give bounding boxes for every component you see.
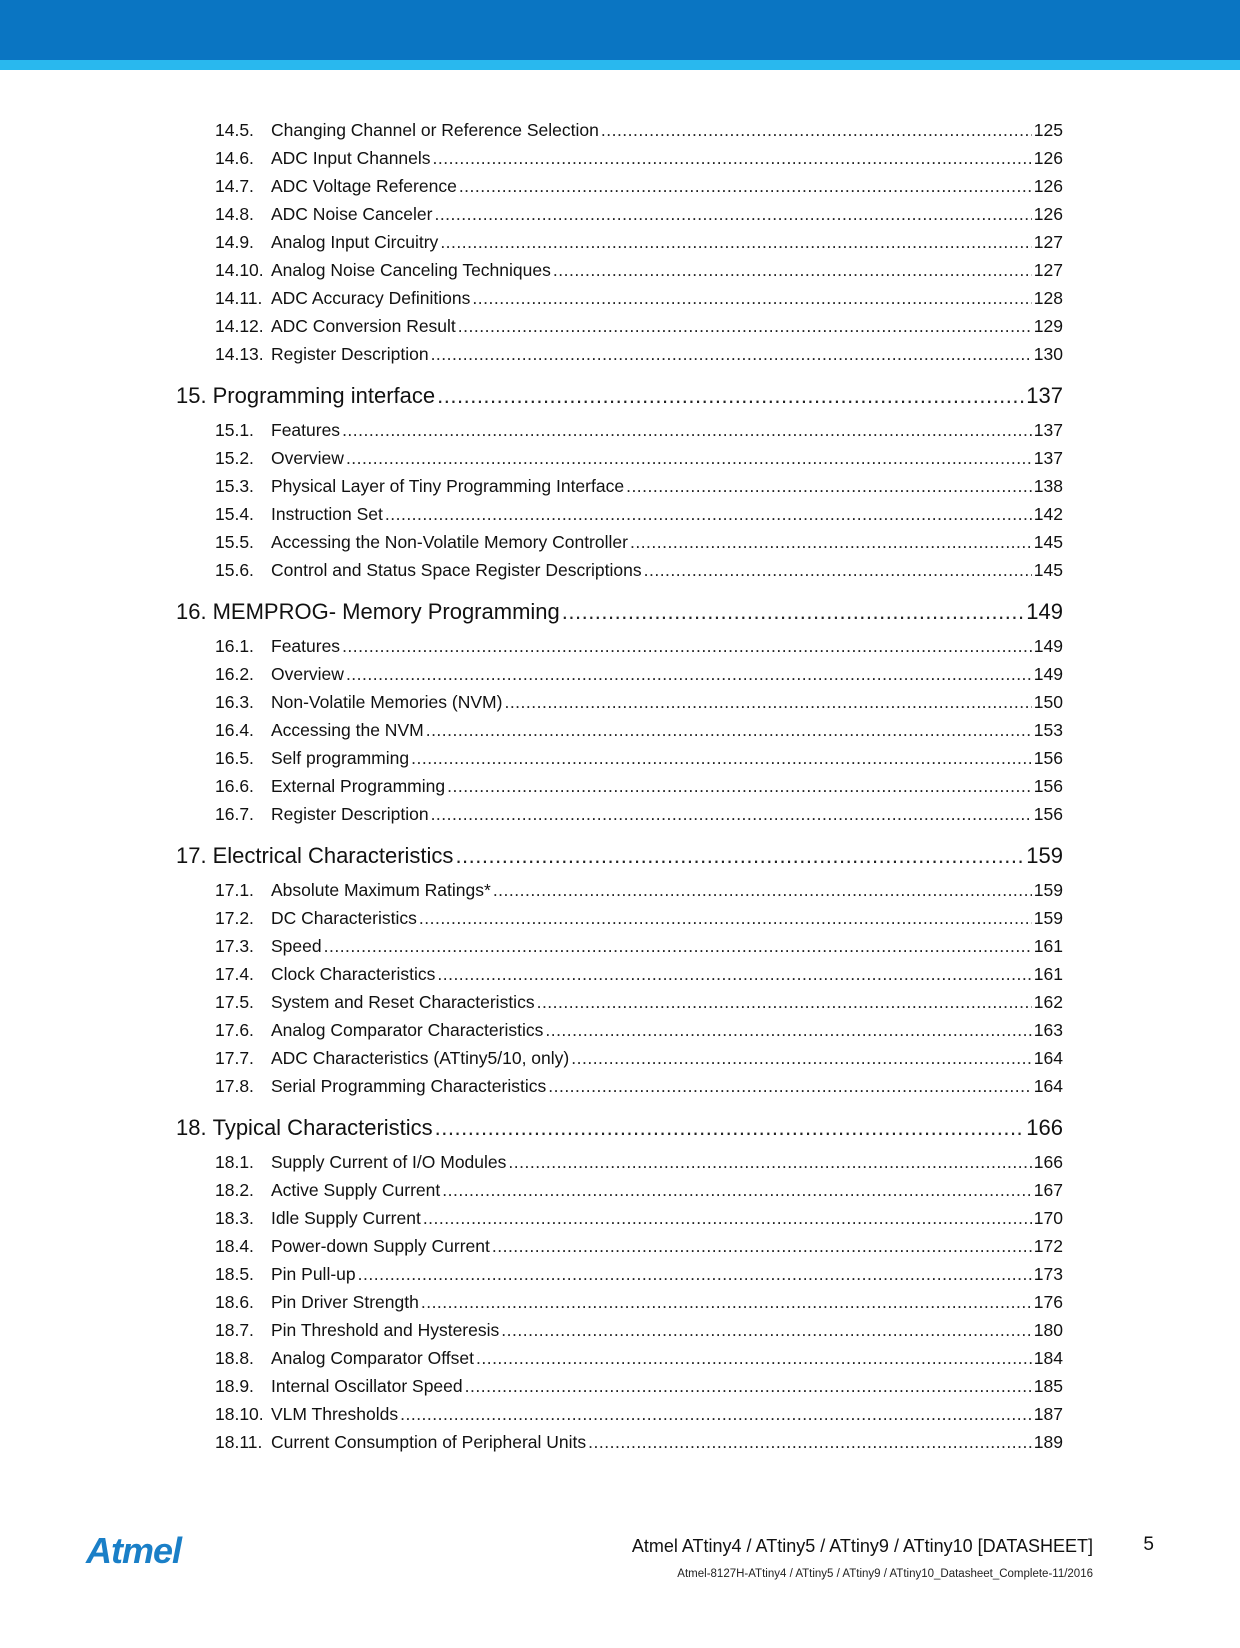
toc-dot-leader bbox=[508, 1148, 1031, 1176]
toc-entry[interactable] bbox=[176, 716, 1063, 744]
toc-page-number: 161 bbox=[1033, 964, 1063, 984]
toc-entry[interactable] bbox=[176, 340, 1063, 368]
toc-dot-leader bbox=[411, 744, 1032, 772]
toc-page-number: 163 bbox=[1033, 1020, 1063, 1040]
toc-title: Pin Threshold and Hysteresis bbox=[271, 1320, 500, 1340]
toc-number: 17.6. bbox=[215, 1020, 254, 1040]
toc-title: Non-Volatile Memories (NVM) bbox=[271, 692, 503, 712]
toc-entry[interactable] bbox=[176, 228, 1063, 256]
toc-entry[interactable] bbox=[176, 632, 1063, 660]
toc-title: External Programming bbox=[271, 776, 446, 796]
toc-page-number: 127 bbox=[1033, 260, 1063, 280]
toc-number: 16.7. bbox=[215, 804, 254, 824]
toc-number: 18.1. bbox=[215, 1152, 254, 1172]
toc-title: Pin Pull-up bbox=[271, 1264, 356, 1284]
toc-entry[interactable] bbox=[176, 660, 1063, 688]
toc-title: ADC Characteristics (ATtiny5/10, only) bbox=[271, 1048, 570, 1068]
toc-title: Features bbox=[271, 636, 341, 656]
toc-entry[interactable] bbox=[176, 416, 1063, 444]
toc-title: Accessing the Non-Volatile Memory Controller bbox=[271, 532, 628, 552]
toc-dot-leader bbox=[426, 716, 1032, 744]
toc-entry[interactable] bbox=[176, 1372, 1063, 1400]
header-stripe bbox=[0, 60, 1240, 70]
toc-title: Idle Supply Current bbox=[271, 1208, 421, 1228]
toc-number: 18.5. bbox=[215, 1264, 254, 1284]
toc-page-number: 137 bbox=[1033, 420, 1063, 440]
toc-number: 17.5. bbox=[215, 992, 254, 1012]
toc-page-number: 149 bbox=[1033, 664, 1063, 684]
toc-dot-leader bbox=[476, 1344, 1032, 1372]
toc-number: 15.2. bbox=[215, 448, 254, 468]
toc-title: Accessing the NVM bbox=[271, 720, 424, 740]
toc-entry[interactable] bbox=[176, 500, 1063, 528]
toc-entry[interactable] bbox=[176, 528, 1063, 556]
toc-entry[interactable] bbox=[176, 1204, 1063, 1232]
toc-dot-leader bbox=[435, 1112, 1025, 1144]
toc-number: 14.7. bbox=[215, 176, 254, 196]
toc-entry[interactable] bbox=[176, 284, 1063, 312]
header-band bbox=[0, 0, 1240, 60]
toc-number: 14.11. bbox=[215, 288, 263, 308]
toc-title: ADC Accuracy Definitions bbox=[271, 288, 471, 308]
toc-page-number: 176 bbox=[1033, 1292, 1063, 1312]
toc-dot-leader bbox=[562, 596, 1025, 628]
toc-page-number: 145 bbox=[1033, 560, 1063, 580]
toc-number: 18.8. bbox=[215, 1348, 254, 1368]
toc-chapter-heading[interactable] bbox=[176, 1112, 1063, 1144]
toc-number: 17.8. bbox=[215, 1076, 254, 1096]
toc-entry[interactable] bbox=[176, 1044, 1063, 1072]
toc-title: Register Description bbox=[271, 804, 429, 824]
toc-entry[interactable] bbox=[176, 1400, 1063, 1428]
toc-page-number: 159 bbox=[1033, 880, 1063, 900]
toc-page-number: 137 bbox=[1033, 448, 1063, 468]
toc-title: Instruction Set bbox=[271, 504, 383, 524]
toc-number: 14.9. bbox=[215, 232, 254, 252]
toc-number: 17.4. bbox=[215, 964, 254, 984]
toc-title: ADC Conversion Result bbox=[271, 316, 456, 336]
toc-entry[interactable] bbox=[176, 1148, 1063, 1176]
toc-title: Typical Characteristics bbox=[212, 1115, 433, 1140]
toc-chapter-heading[interactable] bbox=[176, 380, 1063, 412]
toc-page-number: 159 bbox=[1033, 908, 1063, 928]
toc-dot-leader bbox=[324, 932, 1032, 960]
toc-title: Control and Status Space Register Descriptions bbox=[271, 560, 642, 580]
toc-number: 16.6. bbox=[215, 776, 254, 796]
toc-dot-leader bbox=[492, 1232, 1032, 1260]
toc-dot-leader bbox=[440, 228, 1031, 256]
toc-title: Speed bbox=[271, 936, 322, 956]
toc-title: Self programming bbox=[271, 748, 410, 768]
toc-page-number: 153 bbox=[1033, 720, 1063, 740]
toc-dot-leader bbox=[465, 1372, 1032, 1400]
toc-entry[interactable] bbox=[176, 688, 1063, 716]
toc-page-number: 149 bbox=[1033, 636, 1063, 656]
toc-dot-leader bbox=[419, 904, 1032, 932]
toc-number: 18.7. bbox=[215, 1320, 254, 1340]
toc-title: Power-down Supply Current bbox=[271, 1236, 490, 1256]
toc-entry[interactable] bbox=[176, 116, 1063, 144]
toc-page-number: 128 bbox=[1033, 288, 1063, 308]
toc-title: Physical Layer of Tiny Programming Interface bbox=[271, 476, 625, 496]
toc-number: 16.1. bbox=[215, 636, 254, 656]
toc-page-number: 167 bbox=[1033, 1180, 1063, 1200]
toc-title: Active Supply Current bbox=[271, 1180, 441, 1200]
toc-number: 14.13. bbox=[215, 344, 264, 364]
toc-page-number: 184 bbox=[1033, 1348, 1063, 1368]
toc-entry[interactable] bbox=[176, 800, 1063, 828]
toc-entry[interactable] bbox=[176, 904, 1063, 932]
toc-entry[interactable] bbox=[176, 988, 1063, 1016]
toc-title: ADC Noise Canceler bbox=[271, 204, 433, 224]
toc-title: Analog Comparator Characteristics bbox=[271, 1020, 544, 1040]
toc-title: Analog Noise Canceling Techniques bbox=[271, 260, 551, 280]
toc-number: 18.10. bbox=[215, 1404, 264, 1424]
toc-dot-leader bbox=[431, 800, 1032, 828]
toc-number: 17.7. bbox=[215, 1048, 254, 1068]
toc-dot-leader bbox=[346, 660, 1032, 688]
toc-entry[interactable] bbox=[176, 1428, 1063, 1456]
toc-dot-leader bbox=[385, 500, 1032, 528]
toc-number: 14.8. bbox=[215, 204, 254, 224]
toc-page-number: 156 bbox=[1033, 748, 1063, 768]
toc-title: Absolute Maximum Ratings* bbox=[271, 880, 491, 900]
toc-entry[interactable] bbox=[176, 256, 1063, 284]
toc-number: 16.3. bbox=[215, 692, 254, 712]
toc-title: Internal Oscillator Speed bbox=[271, 1376, 463, 1396]
toc-title: Analog Comparator Offset bbox=[271, 1348, 474, 1368]
toc-page-number: 161 bbox=[1033, 936, 1063, 956]
atmel-logo: Atmel bbox=[86, 1530, 182, 1571]
toc-entry[interactable] bbox=[176, 960, 1063, 988]
toc-page-number: 156 bbox=[1033, 776, 1063, 796]
toc-title: Programming interface bbox=[212, 383, 436, 408]
toc-number: 18.11. bbox=[215, 1432, 263, 1452]
toc-title: System and Reset Characteristics bbox=[271, 992, 535, 1012]
toc-dot-leader bbox=[421, 1288, 1032, 1316]
toc-number: 14.6. bbox=[215, 148, 254, 168]
toc-title: DC Characteristics bbox=[271, 908, 417, 928]
toc-dot-leader bbox=[346, 444, 1032, 472]
toc-page-number: 142 bbox=[1033, 504, 1063, 524]
toc-page-number: 137 bbox=[1026, 383, 1063, 408]
toc-page-number: 130 bbox=[1033, 344, 1063, 364]
toc-number: 15.1. bbox=[215, 420, 254, 440]
toc-entry[interactable] bbox=[176, 1016, 1063, 1044]
toc-title: MEMPROG- Memory Programming bbox=[212, 599, 560, 624]
toc-chapter-heading[interactable] bbox=[176, 840, 1063, 872]
toc-number: 15. bbox=[176, 383, 207, 408]
toc-dot-leader bbox=[459, 172, 1032, 200]
toc-number: 17.2. bbox=[215, 908, 254, 928]
toc-dot-leader bbox=[472, 284, 1031, 312]
toc-entry[interactable] bbox=[176, 556, 1063, 584]
toc-number: 18.4. bbox=[215, 1236, 254, 1256]
toc-number: 15.6. bbox=[215, 560, 254, 580]
toc-entry[interactable] bbox=[176, 1176, 1063, 1204]
toc-number: 18.2. bbox=[215, 1180, 254, 1200]
toc-dot-leader bbox=[588, 1428, 1032, 1456]
toc-entry[interactable] bbox=[176, 1316, 1063, 1344]
toc-title: Electrical Characteristics bbox=[212, 843, 454, 868]
toc-entry[interactable] bbox=[176, 772, 1063, 800]
toc-entry[interactable] bbox=[176, 312, 1063, 340]
toc-chapter-heading[interactable] bbox=[176, 596, 1063, 628]
toc-dot-leader bbox=[644, 556, 1032, 584]
toc-dot-leader bbox=[458, 312, 1032, 340]
toc-number: 14.10. bbox=[215, 260, 264, 280]
toc-dot-leader bbox=[437, 380, 1024, 412]
toc-page-number: 126 bbox=[1033, 148, 1063, 168]
toc-number: 18.3. bbox=[215, 1208, 254, 1228]
toc-title: Serial Programming Characteristics bbox=[271, 1076, 547, 1096]
toc-page-number: 180 bbox=[1033, 1320, 1063, 1340]
toc-page-number: 138 bbox=[1033, 476, 1063, 496]
toc-entry[interactable] bbox=[176, 1344, 1063, 1372]
toc-dot-leader bbox=[501, 1316, 1032, 1344]
toc-page-number: 125 bbox=[1033, 120, 1063, 140]
toc-dot-leader bbox=[342, 416, 1032, 444]
toc-page-number: 145 bbox=[1033, 532, 1063, 552]
toc-page-number: 189 bbox=[1033, 1432, 1063, 1452]
toc-number: 17. bbox=[176, 843, 207, 868]
toc-dot-leader bbox=[455, 840, 1024, 872]
toc-number: 17.1. bbox=[215, 880, 254, 900]
toc-title: Supply Current of I/O Modules bbox=[271, 1152, 507, 1172]
toc-dot-leader bbox=[548, 1072, 1032, 1100]
footer-doc-number: Atmel-8127H-ATtiny4 / ATtiny5 / ATtiny9 / ATtiny10_Datasheet_Complete-11/2016 bbox=[677, 1568, 1093, 1580]
toc-number: 18. bbox=[176, 1115, 207, 1140]
toc-number: 15.3. bbox=[215, 476, 254, 496]
toc-page-number: 150 bbox=[1033, 692, 1063, 712]
toc-page-number: 126 bbox=[1033, 176, 1063, 196]
toc-title: Register Description bbox=[271, 344, 429, 364]
toc-dot-leader bbox=[442, 1176, 1032, 1204]
footer-doc-title: Atmel ATtiny4 / ATtiny5 / ATtiny9 / ATtiny10 [DATASHEET] bbox=[631, 1536, 1093, 1556]
toc-dot-leader bbox=[601, 116, 1032, 144]
toc-page-number: 149 bbox=[1026, 599, 1063, 624]
toc-dot-leader bbox=[626, 472, 1032, 500]
table-of-contents bbox=[176, 116, 1063, 1456]
toc-title: Overview bbox=[271, 664, 344, 684]
toc-dot-leader bbox=[423, 1204, 1032, 1232]
toc-dot-leader bbox=[400, 1400, 1032, 1428]
toc-number: 15.4. bbox=[215, 504, 254, 524]
toc-dot-leader bbox=[553, 256, 1032, 284]
toc-page-number: 172 bbox=[1033, 1236, 1063, 1256]
toc-dot-leader bbox=[433, 144, 1032, 172]
toc-number: 15.5. bbox=[215, 532, 254, 552]
toc-number: 17.3. bbox=[215, 936, 254, 956]
toc-entry[interactable] bbox=[176, 144, 1063, 172]
toc-page-number: 162 bbox=[1033, 992, 1063, 1012]
toc-title: VLM Thresholds bbox=[271, 1404, 399, 1424]
toc-title: Clock Characteristics bbox=[271, 964, 436, 984]
toc-title: Overview bbox=[271, 448, 344, 468]
toc-entry[interactable] bbox=[176, 472, 1063, 500]
toc-entry[interactable] bbox=[176, 1232, 1063, 1260]
toc-page-number: 166 bbox=[1033, 1152, 1063, 1172]
toc-title: ADC Voltage Reference bbox=[271, 176, 457, 196]
toc-dot-leader bbox=[493, 876, 1032, 904]
toc-title: Pin Driver Strength bbox=[271, 1292, 419, 1312]
toc-page-number: 187 bbox=[1033, 1404, 1063, 1424]
toc-number: 14.5. bbox=[215, 120, 254, 140]
toc-page-number: 185 bbox=[1033, 1376, 1063, 1396]
toc-title: ADC Input Channels bbox=[271, 148, 431, 168]
toc-page-number: 170 bbox=[1033, 1208, 1063, 1228]
toc-number: 18.6. bbox=[215, 1292, 254, 1312]
toc-entry[interactable] bbox=[176, 876, 1063, 904]
toc-dot-leader bbox=[434, 200, 1031, 228]
toc-page-number: 159 bbox=[1026, 843, 1063, 868]
toc-dot-leader bbox=[537, 988, 1032, 1016]
toc-dot-leader bbox=[504, 688, 1031, 716]
toc-entry[interactable] bbox=[176, 1260, 1063, 1288]
toc-entry[interactable] bbox=[176, 744, 1063, 772]
toc-page-number: 164 bbox=[1033, 1076, 1063, 1096]
toc-entry[interactable] bbox=[176, 1072, 1063, 1100]
toc-entry[interactable] bbox=[176, 172, 1063, 200]
toc-number: 18.9. bbox=[215, 1376, 254, 1396]
toc-page-number: 173 bbox=[1033, 1264, 1063, 1284]
toc-page-number: 126 bbox=[1033, 204, 1063, 224]
toc-number: 16.5. bbox=[215, 748, 254, 768]
toc-entry[interactable] bbox=[176, 1288, 1063, 1316]
toc-dot-leader bbox=[571, 1044, 1032, 1072]
toc-entry[interactable] bbox=[176, 444, 1063, 472]
toc-page-number: 156 bbox=[1033, 804, 1063, 824]
toc-dot-leader bbox=[447, 772, 1032, 800]
toc-number: 14.12. bbox=[215, 316, 264, 336]
toc-title: Analog Input Circuitry bbox=[271, 232, 439, 252]
toc-number: 16. bbox=[176, 599, 207, 624]
toc-entry[interactable] bbox=[176, 932, 1063, 960]
toc-title: Changing Channel or Reference Selection bbox=[271, 120, 599, 140]
toc-title: Features bbox=[271, 420, 341, 440]
toc-title: Current Consumption of Peripheral Units bbox=[271, 1432, 587, 1452]
toc-dot-leader bbox=[342, 632, 1032, 660]
toc-dot-leader bbox=[630, 528, 1032, 556]
toc-number: 16.2. bbox=[215, 664, 254, 684]
toc-dot-leader bbox=[545, 1016, 1031, 1044]
toc-dot-leader bbox=[431, 340, 1032, 368]
toc-page-number: 127 bbox=[1033, 232, 1063, 252]
toc-dot-leader bbox=[358, 1260, 1032, 1288]
footer-page-number: 5 bbox=[1143, 1534, 1154, 1555]
toc-entry[interactable] bbox=[176, 200, 1063, 228]
toc-page-number: 129 bbox=[1033, 316, 1063, 336]
toc-page-number: 164 bbox=[1033, 1048, 1063, 1068]
toc-number: 16.4. bbox=[215, 720, 254, 740]
toc-page-number: 166 bbox=[1026, 1115, 1063, 1140]
toc-dot-leader bbox=[437, 960, 1031, 988]
